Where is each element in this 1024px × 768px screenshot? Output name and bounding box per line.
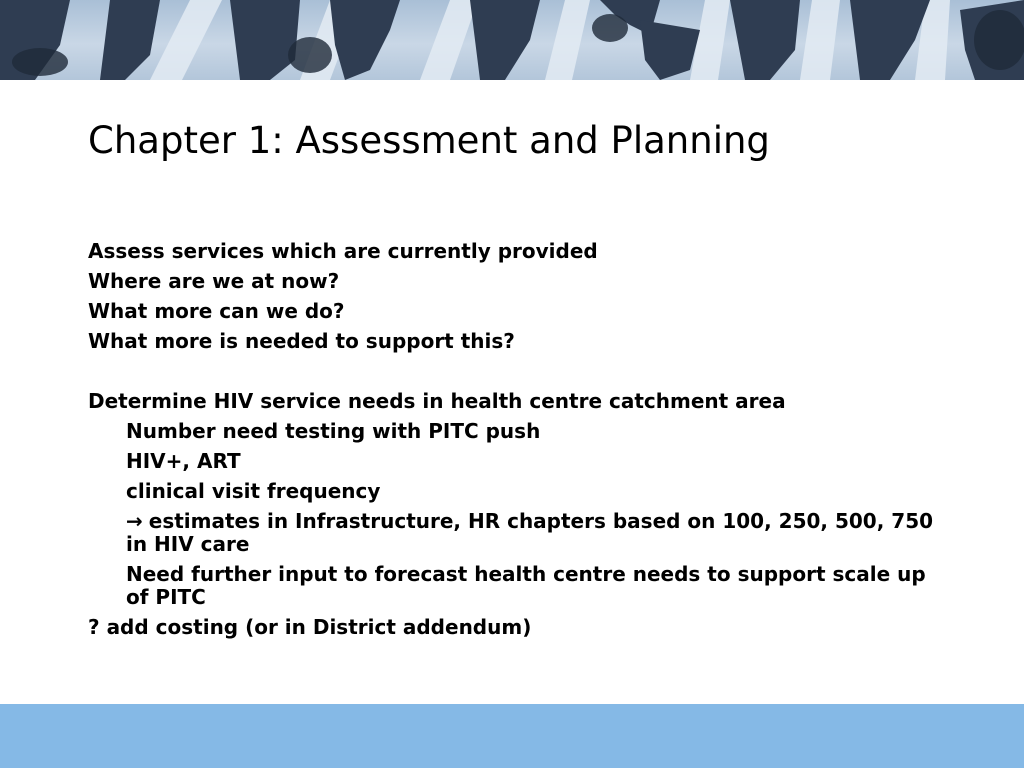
sub-item-arrow <box>126 510 948 556</box>
slide-body <box>88 240 948 646</box>
spacer <box>88 360 948 390</box>
sub-item: clinical visit frequency <box>126 479 381 503</box>
body-line: Where are we at now? <box>88 269 340 293</box>
footer-bar <box>0 704 1024 768</box>
sub-item: Number need testing with PITC push <box>126 419 541 443</box>
header-banner-image <box>0 0 1024 80</box>
body-line: Assess services which are currently provided <box>88 239 598 263</box>
body-line: What more can we do? <box>88 299 345 323</box>
right-arrow-icon: → <box>126 509 143 533</box>
section-heading: Determine HIV service needs in health centre catchment area <box>88 389 786 413</box>
crowd-crossing-photo <box>0 0 1024 80</box>
body-line: What more is needed to support this? <box>88 329 515 353</box>
body-line: ? add costing (or in District addendum) <box>88 615 532 639</box>
sub-item: HIV+, ART <box>126 449 241 473</box>
sub-item-text: estimates in Infrastructure, HR chapters based on 100, 250, 500, 750 in HIV care <box>126 509 934 556</box>
sub-item: Need further input to forecast health centre needs to support scale up of PITC <box>126 562 926 609</box>
slide-title: Chapter 1: Assessment and Planning <box>88 119 770 162</box>
